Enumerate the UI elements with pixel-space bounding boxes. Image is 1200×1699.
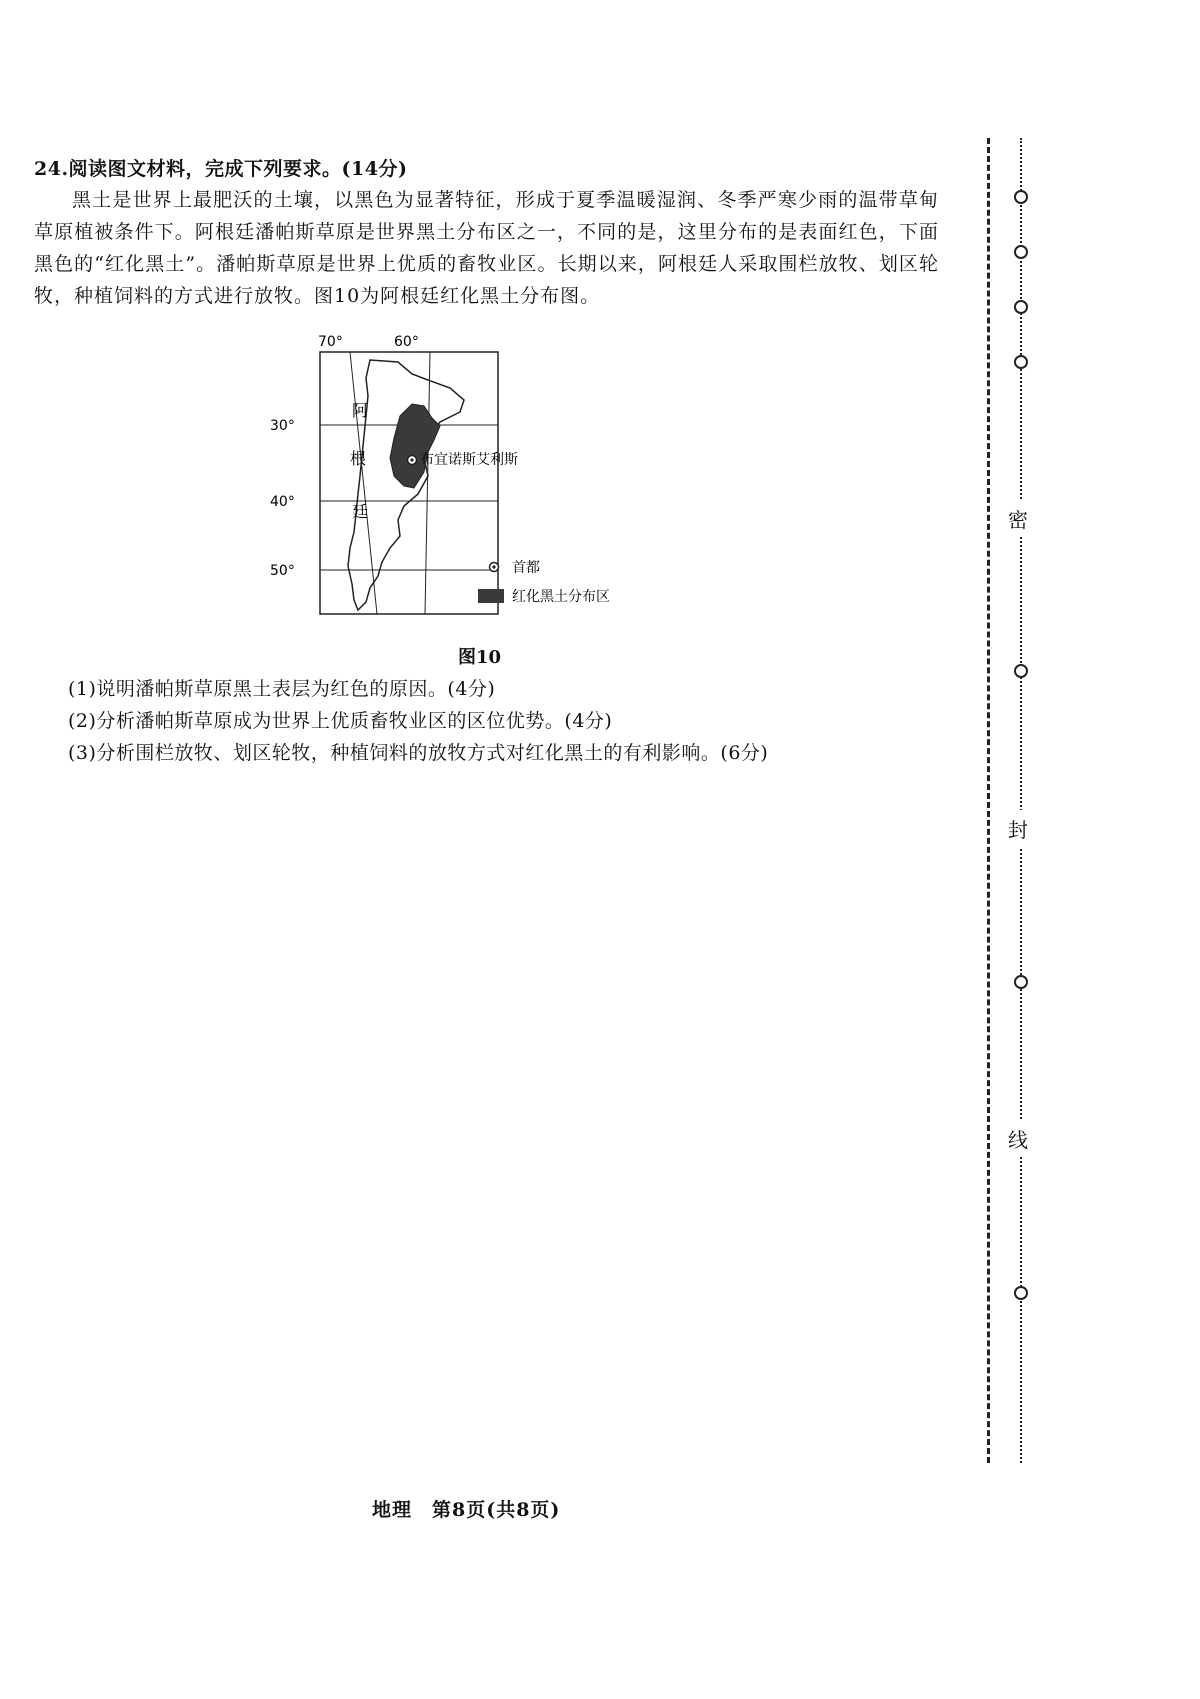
country-char: 阿 xyxy=(352,401,369,420)
binding-ring-icon xyxy=(1014,975,1028,989)
binding-char-mi: 密 xyxy=(1008,500,1028,537)
figure-caption: 图10 xyxy=(458,647,502,668)
country-char: 根 xyxy=(350,449,367,468)
page-footer: 地理 第8页(共8页) xyxy=(372,1499,561,1521)
binding-ring-icon xyxy=(1014,190,1028,204)
binding-char-feng: 封 xyxy=(1008,810,1028,847)
sub-question-1: (1)说明潘帕斯草原黑土表层为红色的原因。(4分) xyxy=(68,678,496,700)
question-title: 24.阅读图文材料，完成下列要求。(14分) xyxy=(34,158,408,180)
question-paragraph: 黑土是世界上最肥沃的土壤，以黑色为显著特征，形成于夏季温暖湿润、冬季严寒少雨的温带草甸草原植被条件下。阿根廷潘帕斯草原是世界黑土分布区之一，不同的是，这里分布的是表面红色，下面黑色的“红化黑土”。潘帕斯草原是世界上优质的畜牧业区。长期以来，阿根廷人采取围栏放牧、划区轮牧，种植饲料的方式进行放牧。图10为阿根廷红化黑土分布图。 xyxy=(34,189,939,307)
legend-soil-swatch xyxy=(478,589,504,603)
binding-char-xian: 线 xyxy=(1008,1120,1028,1157)
binding-ring-icon xyxy=(1014,245,1028,259)
binding-ring-icon xyxy=(1014,355,1028,369)
binding-ring-icon xyxy=(1014,1286,1028,1300)
latitude-label: 50° xyxy=(270,563,295,579)
sub-question-2: (2)分析潘帕斯草原成为世界上优质畜牧业区的区位优势。(4分) xyxy=(68,710,613,732)
longitude-label: 70° xyxy=(318,334,343,350)
country-char: 廷 xyxy=(352,502,369,521)
sub-question-3: (3)分析围栏放牧、划区轮牧，种植饲料的放牧方式对红化黑土的有利影响。(6分) xyxy=(68,742,769,764)
legend-capital-label: 首都 xyxy=(512,560,540,576)
binding-dashed-line xyxy=(987,138,990,1463)
binding-ring-icon xyxy=(1014,664,1028,678)
binding-dotted-line xyxy=(1020,138,1022,1463)
latitude-label: 40° xyxy=(270,494,295,510)
legend-capital-dot xyxy=(492,565,495,568)
capital-marker-dot xyxy=(410,458,413,461)
capital-label: 布宜诺斯艾利斯 xyxy=(420,452,518,468)
longitude-label: 60° xyxy=(394,334,419,350)
latitude-label: 30° xyxy=(270,418,295,434)
binding-ring-icon xyxy=(1014,300,1028,314)
soil-area xyxy=(390,404,440,488)
legend-soil-label: 红化黑土分布区 xyxy=(512,589,610,605)
argentina-soil-map xyxy=(270,326,690,636)
